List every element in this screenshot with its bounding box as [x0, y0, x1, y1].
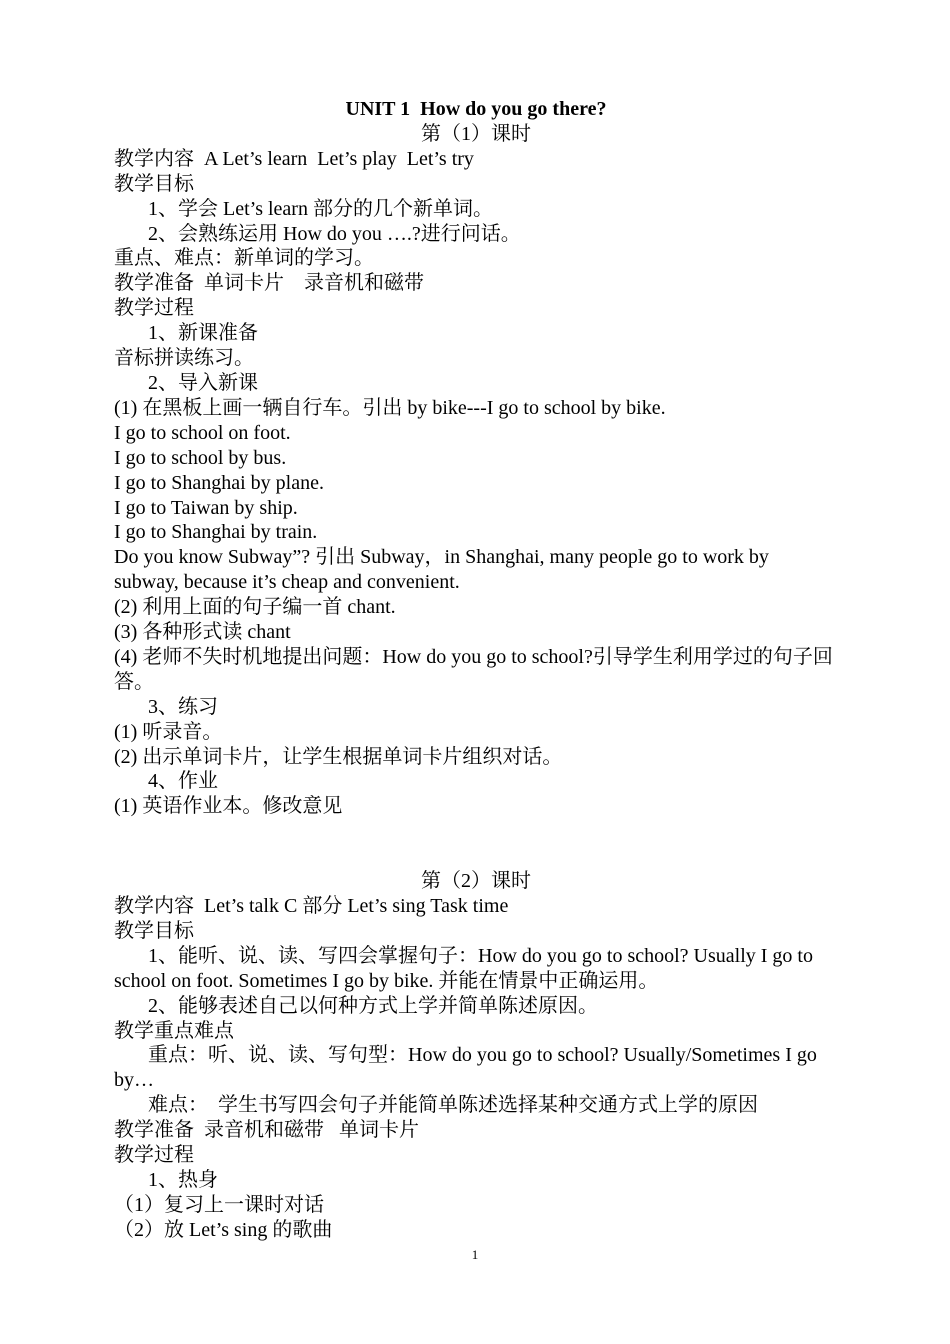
lesson1-step-2-item-2: (2) 利用上面的句子编一首 chant. — [114, 596, 396, 619]
lesson2-step-1-item-1: （1）复习上一课时对话 — [114, 1193, 324, 1216]
subway-paragraph: Do you know Subway”? 引出 Subway，in Shanghai, many people go to work by subway, because it’s cheap and convenient. — [114, 546, 769, 594]
lesson1-step-3-item-2: (2) 出示单词卡片，让学生根据单词卡片组织对话。 — [114, 745, 563, 768]
lesson2-objectives-label: 教学目标 — [114, 919, 194, 942]
example-sentence: I go to Taiwan by ship. — [114, 496, 298, 519]
lesson2-step-1-item-2: （2）放 Let’s sing 的歌曲 — [114, 1218, 333, 1241]
unit-title: UNIT 1 How do you go there? — [345, 98, 607, 120]
lesson1-step-2-item-4: (4) 老师不失时机地提出问题：How do you go to school?引导学生利用学过的句子回答。 — [114, 645, 833, 693]
lesson1-step-2: 2、导入新课 — [148, 371, 258, 394]
section-spacer — [114, 819, 838, 869]
example-sentence: I go to school by bus. — [114, 446, 287, 469]
lesson2-key-label: 教学重点难点 — [114, 1019, 234, 1042]
lesson1-step-4-item-1: (1) 英语作业本。修改意见 — [114, 795, 343, 818]
example-sentence: I go to Shanghai by train. — [114, 521, 318, 544]
lesson1-step-4: 4、作业 — [148, 770, 218, 793]
lesson1-step-3-item-1: (1) 听录音。 — [114, 720, 223, 743]
lesson1-step-3: 3、练习 — [148, 695, 218, 718]
lesson2-preparation: 教学准备 录音机和磁带 单词卡片 — [114, 1119, 419, 1142]
lesson1-objective-2: 2、会熟练运用 How do you ….?进行问话。 — [148, 222, 521, 245]
lesson1-key-points: 重点、难点：新单词的学习。 — [114, 247, 374, 270]
lesson2-process-label: 教学过程 — [114, 1144, 194, 1167]
lesson1-heading: 第（1）课时 — [421, 122, 531, 145]
lesson2-objective-2: 2、能够表述自己以何种方式上学并简单陈述原因。 — [148, 994, 598, 1017]
lesson2-key-point: 重点：听、说、读、写句型：How do you go to school? Usually/Sometimes I go by… — [114, 1044, 817, 1092]
lesson1-objectives-label: 教学目标 — [114, 172, 194, 195]
lesson1-step-2-item-3: (3) 各种形式读 chant — [114, 621, 291, 644]
lesson1-objective-1: 1、学会 Let’s learn 部分的几个新单词。 — [148, 197, 493, 220]
lesson2-objective-1: 1、能听、说、读、写四会掌握句子：How do you go to school? Usually I go to school on foot. Sometimes I go by bike. 并能在情景中正确运用。 — [114, 944, 813, 992]
lesson1-process-label: 教学过程 — [114, 297, 194, 320]
lesson1-step-2-item-1: (1) 在黑板上画一辆自行车。引出 by bike---I go to school by bike. — [114, 396, 666, 419]
lesson1-step-1-text: 音标拼读练习。 — [114, 347, 254, 370]
lesson2-difficult-point: 难点： 学生书写四会句子并能简单陈述选择某种交通方式上学的原因 — [148, 1094, 758, 1117]
example-sentence: I go to Shanghai by plane. — [114, 471, 324, 494]
lesson2-content: 教学内容 Let’s talk C 部分 Let’s sing Task time — [114, 894, 509, 917]
document-body — [114, 97, 838, 1243]
lesson2-step-1: 1、热身 — [148, 1168, 218, 1191]
example-sentence: I go to school on foot. — [114, 421, 291, 444]
lesson1-step-1: 1、新课准备 — [148, 322, 258, 345]
page-number: 1 — [471, 1247, 479, 1262]
lesson1-content: 教学内容 A Let’s learn Let’s play Let’s try — [114, 147, 474, 170]
lesson2-heading: 第（2）课时 — [421, 870, 531, 893]
lesson1-preparation: 教学准备 单词卡片 录音机和磁带 — [114, 272, 424, 295]
